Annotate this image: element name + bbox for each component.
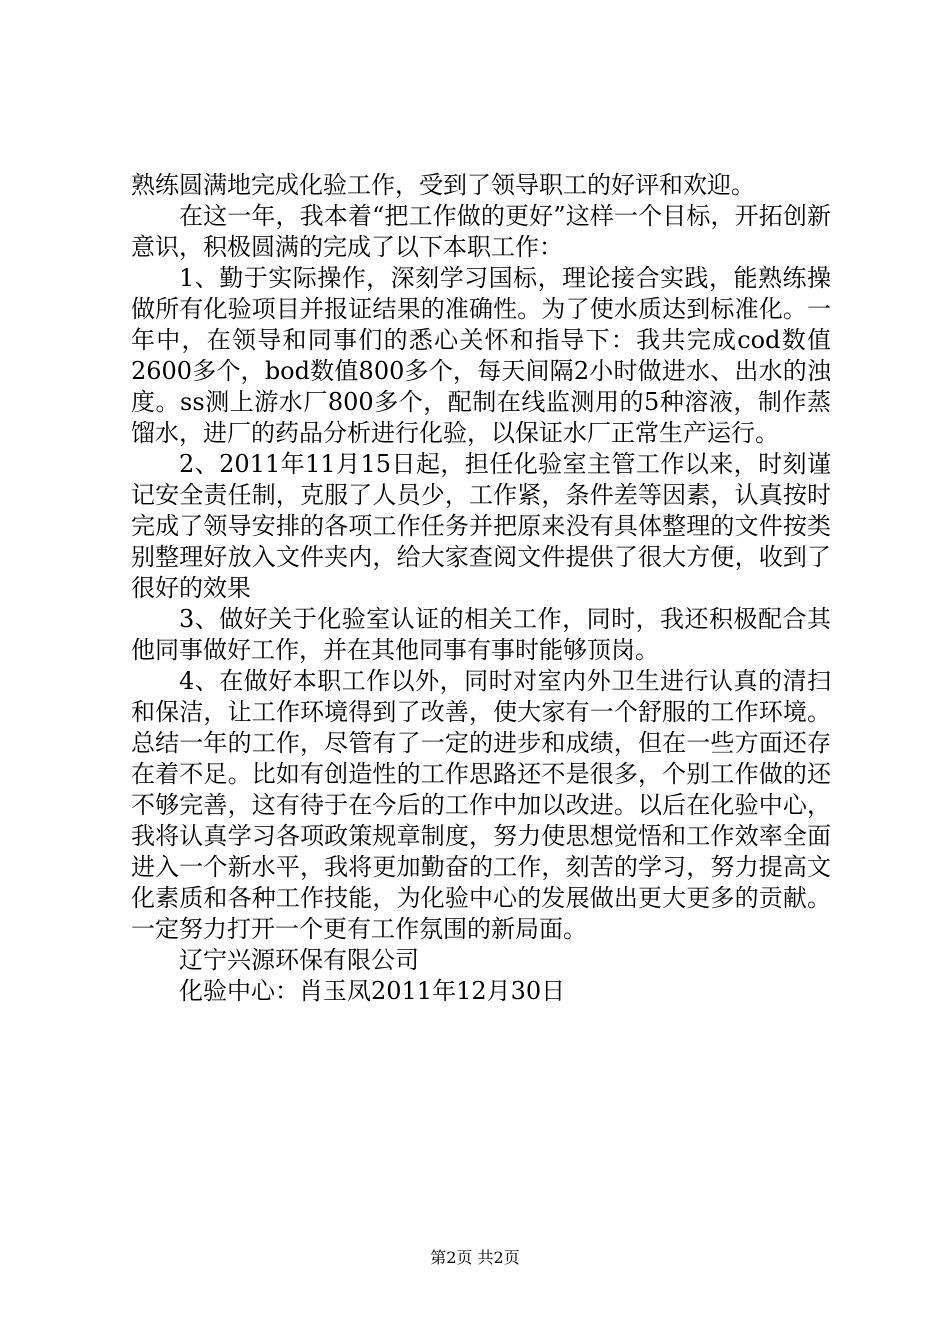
signature-line: 化验中心：肖玉凤2011年12月30日 (179, 977, 566, 1005)
paragraph-intro: 在这一年，我本着“把工作做的更好”这样一个目标，开拓创新意识，积极圆满的完成了以下本职工作： (131, 202, 831, 261)
paragraph-continuation: 熟练圆满地完成化验工作，受到了领导职工的好评和欢迎。 (131, 171, 755, 199)
paragraph-item-2: 2、2011年11月15日起，担任化验室主管工作以来，时刻谨记安全责任制，克服了人员少，工作紧，条件差等因素，认真按时完成了领导安排的各项工作任务并把原来没有具体整理的文件按类别整理好放入文件夹内，给大家查阅文件提供了很大方便，收到了很好的效果 (131, 450, 831, 602)
paragraph-item-4: 4、在做好本职工作以外，同时对室内外卫生进行认真的清扫和保洁，让工作环境得到了改善，使大家有一个舒服的工作环境。总结一年的工作，尽管有了一定的进步和成绩，但在一些方面还存在着不足。比如有创造性的工作思路还不是很多，个别工作做的还不够完善，这有待于在今后的工作中加以改进。以后在化验中心，我将认真学习各项政策规章制度，努力使思想觉悟和工作效率全面进入一个新水平，我将更加勤奋的工作，刻苦的学习，努力提高文化素质和各种工作技能，为化验中心的发展做出更大更多的贡献。一定努力打开一个更有工作氛围的新局面。 (131, 667, 831, 943)
paragraph-item-1: 1、勤于实际操作，深刻学习国标，理论接合实践，能熟练操做所有化验项目并报证结果的准确性。为了使水质达到标准化。一年中，在领导和同事们的悉心关怀和指导下：我共完成cod数值2600多个，bod数值800多个，每天间隔2小时做进水、出水的浊度。ss测上游水厂800多个，配制在线监测用的5种溶液，制作蒸馏水，进厂的药品分析进行化验，以保证水厂正常生产运行。 (131, 264, 831, 447)
paragraph-item-3: 3、做好关于化验室认证的相关工作，同时，我还积极配合其他同事做好工作，并在其他同事有事时能够顶岗。 (131, 605, 831, 664)
document-body (131, 170, 831, 1007)
company-name: 辽宁兴源环保有限公司 (179, 946, 419, 974)
page-footer: 第2页 共2页 (430, 1248, 520, 1267)
